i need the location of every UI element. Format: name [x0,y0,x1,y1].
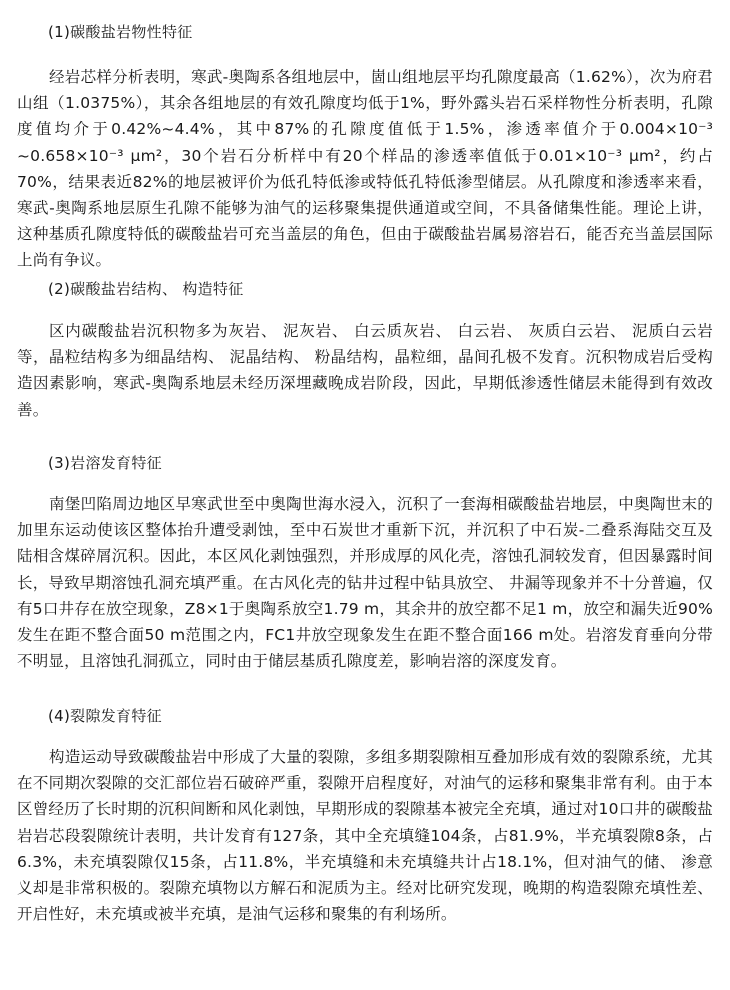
section-heading-2: (2)碳酸盐岩结构、 构造特征 [48,280,244,298]
section-heading-4: (4)裂隙发育特征 [48,707,162,725]
section-heading-3: (3)岩溶发育特征 [48,454,162,472]
section-paragraph-3: 南堡凹陷周边地区早寒武世至中奥陶世海水浸入，沉积了一套海相碳酸盐岩地层，中奥陶世末的加里东运动使该区整体抬升遭受剥蚀，至中石炭世才重新下沉，并沉积了中石炭-二叠系海陆交互及陆相含煤碎屑沉积。因此，本区风化剥蚀强烈，并形成厚的风化壳，溶蚀孔洞较发育，但因暴露时间长，导致早期溶蚀孔洞充填严重。在古风化壳的钻井过程中钻具放空、 井漏等现象并不十分普遍，仅有5口井存在放空现象，Z8×1于奥陶系放空1.79 m，其余井的放空都不足1 m，放空和漏失近90%发生在距不整合面50 m范围之内，FC1井放空现象发生在距不整合面166 m处。岩溶发育垂向分带不明显，且溶蚀孔洞孤立，同时由于储层基质孔隙度差，影响岩溶的深度发育。 [17,495,713,671]
section-paragraph-4: 构造运动导致碳酸盐岩中形成了大量的裂隙，多组多期裂隙相互叠加形成有效的裂隙系统，尤其在不同期次裂隙的交汇部位岩石破碎严重，裂隙开启程度好，对油气的运移和聚集非常有利。由于本区曾经历了长时期的沉积间断和风化剥蚀，早期形成的裂隙基本被完全充填，通过对10口井的碳酸盐岩岩芯段裂隙统计表明，共计发育有127条，其中全充填缝104条，占81.9%，半充填裂隙8条，占6.3%，未充填裂隙仅15条，占11.8%，半充填缝和未充填缝共计占18.1%，但对油气的储、 渗意义却是非常积极的。裂隙充填物以方解石和泥质为主。经对比研究发现，晚期的构造裂隙充填性差、开启性好，未充填或被半充填，是油气运移和聚集的有利场所。 [17,748,713,924]
section-paragraph-1: 经岩芯样分析表明，寒武-奥陶系各组地层中，崮山组地层平均孔隙度最高（1.62%），次为府君山组（1.0375%），其余各组地层的有效孔隙度均低于1%，野外露头岩石采样物性分析表明，孔隙度值均介于0.42%~4.4%，其中87%的孔隙度值低于1.5%，渗透率值介于0.004×10⁻³ ~0.658×10⁻³ μm²，30个岩石分析样中有20个样品的渗透率值低于0.01×10⁻³ μm²，约占70%，结果表近82%的地层被评价为低孔特低渗或特低孔特低渗型储层。从孔隙度和渗透率来看，寒武-奥陶系地层原生孔隙不能够为油气的运移聚集提供通道或空间，不具备储集性能。理论上讲，这种基质孔隙度特低的碳酸盐岩可充当盖层的角色，但由于碳酸盐岩属易溶岩石，能否充当盖层国际上尚有争议。 [17,68,713,270]
section-paragraph-2: 区内碳酸盐岩沉积物多为灰岩、 泥灰岩、 白云质灰岩、 白云岩、 灰质白云岩、 泥质白云岩等，晶粒结构多为细晶结构、 泥晶结构、 粉晶结构，晶粒细，晶间孔极不发育。沉积物成岩后受构造因素影响，寒武-奥陶系地层未经历深埋藏晚成岩阶段，因此，早期低渗透性储层未能得到有效改善。 [17,322,713,419]
section-heading-1: (1)碳酸盐岩物性特征 [48,23,193,41]
